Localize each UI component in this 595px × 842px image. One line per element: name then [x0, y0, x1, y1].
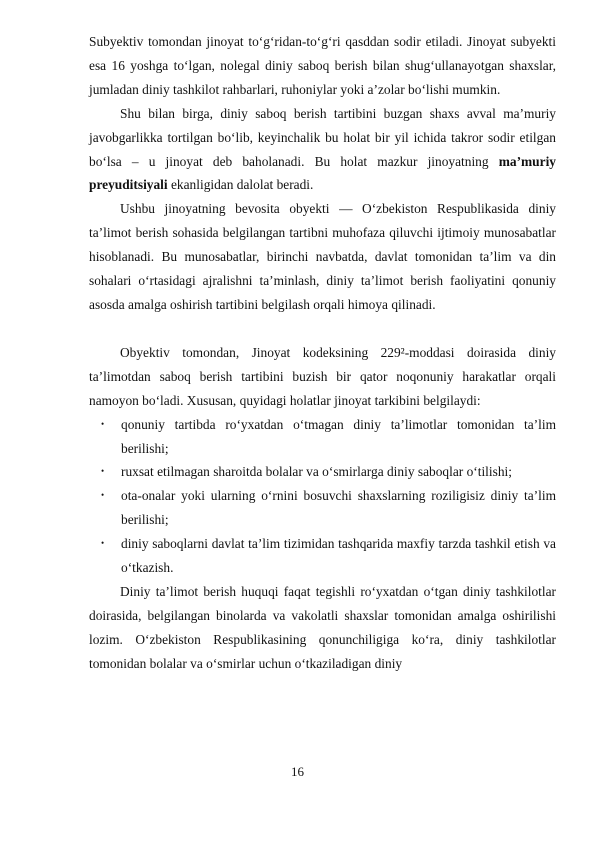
paragraph-subjective: Subyektiv tomondan jinoyat to‘g‘ridan-to‘g‘ri qasddan sodir etiladi. Jinoyat subyekti esa 16 yoshga to‘lgan, nolegal diniy saboq berish bilan shug‘ullanayotgan shaxslar, jumladan diniy tashkilot rahbarlari, ruhoniylar yoki a’zolar bo‘lishi mumkin. — [89, 34, 556, 97]
paragraph-text: ekanligidan dalolat beradi. — [167, 177, 314, 193]
bullet-icon: • — [101, 418, 105, 429]
paragraph-objective: Obyektiv tomondan, Jinoyat kodeksining 229²-moddasi doirasida diniy ta’limotdan saboq berish tartibini buzish bir qator noqonuniy harakatlar orqali namoyon bo‘ladi. Xususan, quyidagi holatlar jinoyat tarkibini belgilaydi: — [89, 344, 556, 408]
list-item — [89, 484, 556, 532]
paragraph-spacer — [89, 317, 556, 341]
bullet-list — [89, 413, 556, 580]
list-item-text: diniy saboqlarni davlat ta’lim tizimidan tashqarida maxfiy tarzda tashkil etish va o‘tkazish. — [121, 536, 556, 576]
bullet-icon: • — [101, 538, 105, 549]
bold-term: ma’muriy preyuditsiyali — [89, 153, 556, 193]
list-item — [89, 532, 556, 580]
list-item — [89, 460, 556, 484]
bullet-icon: • — [101, 466, 105, 477]
paragraph-text: Shu bilan birga, diniy saboq berish tartibini buzgan shaxs avval ma’muriy javobgarlikka tortilgan bo‘lib, keyinchalik bu holat bir yil ichida takror sodir etilgan bo‘lsa – u jinoyat deb baholanadi. Bu holat mazkur jinoyatning — [89, 105, 556, 169]
paragraph-religious-education-right: Diniy ta’limot berish huquqi faqat tegishli ro‘yxatdan o‘tgan diniy tashkilotlar doirasida, belgilangan binolarda va vakolatli shaxslar tomonidan amalga oshirilishi lozim. O‘zbekiston Respublikasining qonunchiligiga ko‘ra, diniy tashkilotlar tomonidan bolalar va o‘smirlar uchun o‘tkaziladigan diniy — [89, 583, 556, 671]
paragraph-object: Ushbu jinoyatning bevosita obyekti — O‘zbekiston Respublikasida diniy ta’limot berish sohasida belgilangan tartibni muhofaza qiluvchi ijtimoiy munosabatlar hisoblanadi. Bu munosabatlar, birinchi navbatda, davlat tomonidan ta’lim va din sohalari o‘rtasidagi ajralishni ta’minlash, diniy ta’limot berish faoliyatini qonuniy asosda amalga oshirish tartibini belgilash orqali himoya qilinadi. — [89, 201, 556, 312]
bullet-icon: • — [101, 490, 105, 501]
document-page — [89, 30, 556, 676]
paragraph-administrative-prejudice — [89, 102, 556, 198]
list-item-text: ruxsat etilmagan sharoitda bolalar va o‘smirlarga diniy saboqlar o‘tilishi; — [121, 464, 512, 480]
page-number: 16 — [291, 764, 304, 779]
list-item-text: qonuniy tartibda ro‘yxatdan o‘tmagan diniy ta’limotlar tomonidan ta’lim berilishi; — [121, 416, 556, 456]
list-item — [89, 413, 556, 461]
list-item-text: ota-onalar yoki ularning o‘rnini bosuvchi shaxslarning roziligisiz diniy ta’lim berilishi; — [121, 488, 556, 528]
